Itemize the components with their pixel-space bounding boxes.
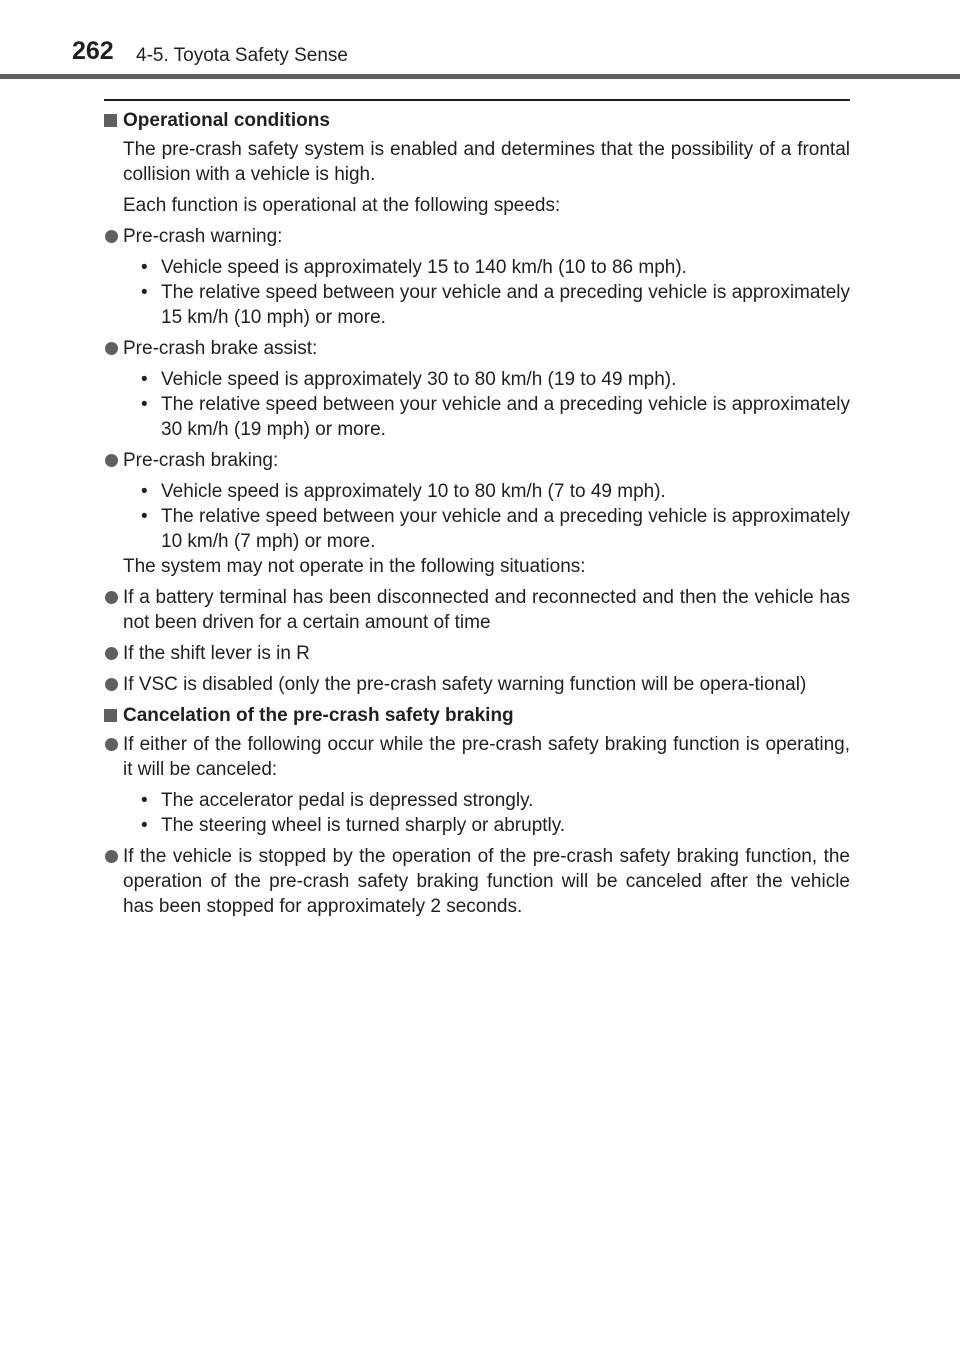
pre-crash-brake-assist-list	[104, 367, 850, 442]
square-bullet-icon	[104, 709, 117, 722]
heading-operational-conditions: Operational conditions	[104, 108, 850, 133]
cancel-conditions-list	[104, 788, 850, 838]
bullet-situation-battery: If a battery terminal has been disconnected and reconnected and then the vehicle has not been driven for a certain amount of time	[104, 585, 850, 635]
heading-cancelation: Cancelation of the pre-crash safety braking	[104, 703, 850, 728]
round-bullet-icon	[105, 230, 118, 243]
list-item: • The relative speed between your vehicle and a preceding vehicle is approximately 15 km/h (10 mph) or more.	[141, 282, 850, 328]
round-bullet-icon	[105, 678, 118, 691]
page-number: 262	[72, 37, 114, 65]
not-operate-intro: The system may not operate in the following situations:	[123, 556, 586, 577]
page-content	[104, 108, 850, 925]
list-item: • The relative speed between your vehicle and a preceding vehicle is approximately 30 km/h (19 mph) or more.	[141, 394, 850, 440]
content-top-rule	[104, 99, 850, 101]
bullet-cancel-after-stop: If the vehicle is stopped by the operation of the pre-crash safety braking function, the operation of the pre-crash safety braking function will be canceled after the vehicle has been stopped for approximately 2 seconds.	[104, 844, 850, 919]
bullet-situation-vsc: If VSC is disabled (only the pre-crash safety warning function will be opera-tional)	[104, 672, 850, 697]
list-item: • The accelerator pedal is depressed strongly.	[141, 790, 534, 811]
page-header	[0, 0, 960, 82]
round-bullet-icon	[105, 591, 118, 604]
speeds-intro: Each function is operational at the following speeds:	[123, 195, 561, 216]
square-bullet-icon	[104, 114, 117, 127]
round-bullet-icon	[105, 342, 118, 355]
header-rule	[0, 74, 960, 79]
round-bullet-icon	[105, 647, 118, 660]
bullet-situation-shift-lever: If the shift lever is in R	[104, 641, 850, 666]
round-bullet-icon	[105, 738, 118, 751]
bullet-pre-crash-warning: Pre-crash warning:	[104, 224, 850, 249]
list-item: • The relative speed between your vehicle and a preceding vehicle is approximately 10 km/h (7 mph) or more.	[141, 506, 850, 552]
bullet-pre-crash-braking: Pre-crash braking:	[104, 448, 850, 473]
list-item: • Vehicle speed is approximately 15 to 140 km/h (10 to 86 mph).	[141, 257, 687, 278]
pre-crash-warning-list	[104, 255, 850, 330]
bullet-cancel-conditions: If either of the following occur while the pre-crash safety braking function is operating, it will be canceled:	[104, 732, 850, 782]
section-title: 4-5. Toyota Safety Sense	[136, 45, 348, 66]
operational-intro: The pre-crash safety system is enabled and determines that the possibility of a frontal collision with a vehicle is high.	[123, 139, 850, 185]
list-item: • Vehicle speed is approximately 10 to 80 km/h (7 to 49 mph).	[141, 481, 666, 502]
list-item: • Vehicle speed is approximately 30 to 80 km/h (19 to 49 mph).	[141, 369, 677, 390]
round-bullet-icon	[105, 850, 118, 863]
list-item: • The steering wheel is turned sharply or abruptly.	[141, 815, 566, 836]
bullet-pre-crash-brake-assist: Pre-crash brake assist:	[104, 336, 850, 361]
round-bullet-icon	[105, 454, 118, 467]
pre-crash-braking-list	[104, 479, 850, 554]
